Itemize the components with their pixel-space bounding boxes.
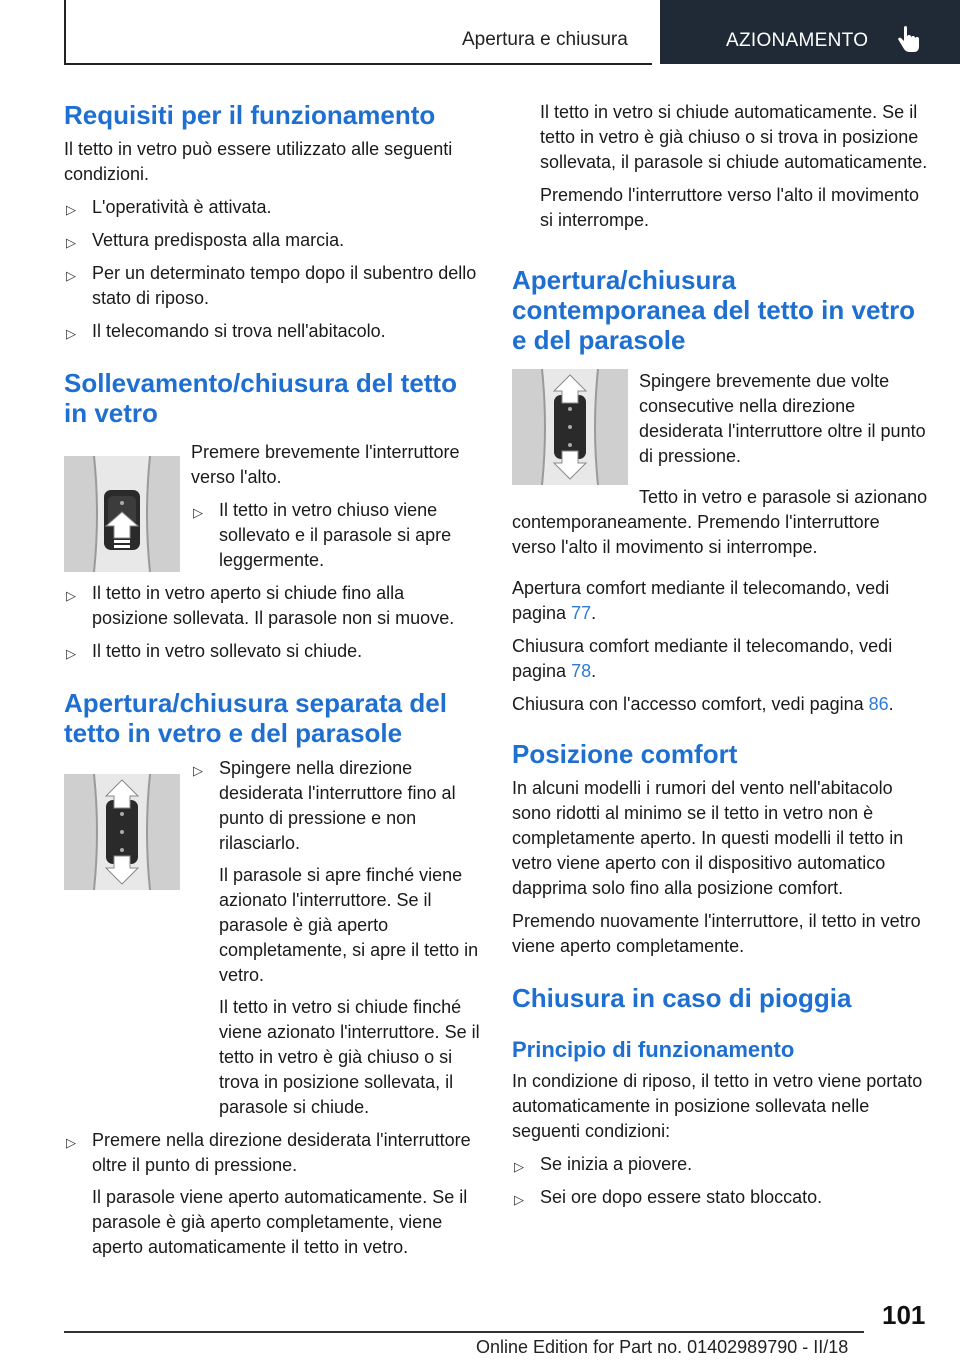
triangle-bullet-icon	[66, 321, 76, 346]
pioggia-list	[512, 1152, 928, 1210]
continued-p1: Il tetto in vetro si chiude automaticamente. Se il tetto in vetro è già chiuso o si trova in posizione sollevata, il parasole si chiude automaticamente.	[540, 102, 928, 172]
sollevamento-intro: Premere brevemente l'interruttore verso l'alto.	[191, 442, 460, 487]
subheading-principio: Principio di funzionamento	[512, 1037, 795, 1062]
footer-rule	[64, 1331, 864, 1333]
footer-edition: Online Edition for Part no. 01402989790 - II/18	[476, 1337, 849, 1357]
sollevamento-list	[64, 581, 480, 664]
list-item: ▷ Spingere nella direzione desiderata l'interruttore fino al punto di pressione e non rilasciarlo. Il parasole si apre finché viene azionato l'interruttore. Se il parasole è già aperto completamente, si apre il tetto in vetro. Il tetto in vetro si chiude finché viene azionato l'interruttore. Se il tetto in vetro è già chiuso o si trova in posizione sollevata, il parasole si chiude.	[191, 756, 480, 1120]
requisiti-list	[64, 195, 480, 344]
continued-bullet-text	[512, 100, 928, 233]
comfort-p2: Premendo nuovamente l'interruttore, il tetto in vetro viene aperto completamente.	[512, 911, 921, 956]
right-column	[512, 100, 928, 1210]
triangle-bullet-icon	[66, 641, 76, 666]
page-link-86[interactable]: 86	[868, 694, 889, 714]
ref-chiusura-comfort: Chiusura comfort mediante il telecomando, vedi pagina 78.	[512, 636, 893, 681]
ref-accesso-comfort: Chiusura con l'accesso comfort, vedi pagina 86.	[512, 694, 894, 714]
heading-contemporanea: Apertura/chiusura contemporanea del tetto in vetro e del parasole	[512, 265, 916, 355]
requisiti-intro: Il tetto in vetro può essere utilizzato alle seguenti condizioni.	[64, 139, 453, 184]
list-item: ▷ Il telecomando si trova nell'abitacolo.	[64, 319, 480, 344]
list-item: ▷ Il tetto in vetro aperto si chiude fino alla posizione sollevata. Il parasole non si muove.	[64, 581, 480, 631]
list-item: ▷ Il tetto in vetro chiuso viene sollevato e il parasole si apre leggermente.	[191, 498, 480, 573]
ref-apertura-comfort: Apertura comfort mediante il telecomando, vedi pagina 77.	[512, 578, 890, 623]
triangle-bullet-icon	[66, 1130, 76, 1155]
heading-separata: Apertura/chiusura separata del tetto in vetro e del parasole	[64, 688, 447, 748]
separata-figure-row	[64, 756, 480, 1120]
triangle-bullet-icon	[66, 197, 76, 222]
triangle-bullet-icon	[193, 758, 203, 783]
heading-comfort: Posizione comfort	[512, 739, 738, 769]
contemporanea-text	[639, 369, 928, 485]
switch-double-figure	[512, 369, 628, 485]
list-item: ▷ Per un determinato tempo dopo il subentro dello stato di riposo.	[64, 261, 480, 311]
separata-sub-list	[191, 756, 480, 1120]
list-item: ▷ Sei ore dopo essere stato bloccato.	[512, 1185, 928, 1210]
triangle-bullet-icon	[514, 1187, 524, 1212]
triangle-bullet-icon	[514, 1154, 524, 1179]
list-item: ▷ Se inizia a piovere.	[512, 1152, 928, 1177]
triangle-bullet-icon	[66, 230, 76, 255]
header-rule-horizontal	[64, 63, 652, 65]
header-rule-vertical	[64, 0, 66, 64]
heading-pioggia: Chiusura in caso di pioggia	[512, 983, 852, 1013]
header-chapter-label: AZIONAMENTO	[726, 30, 869, 51]
triangle-bullet-icon	[193, 500, 203, 525]
heading-sollevamento: Sollevamento/chiusura del tetto in vetro	[64, 368, 457, 428]
header-section-title: Apertura e chiusura	[462, 29, 628, 50]
list-item: ▷ Premere nella direzione desiderata l'interruttore oltre il punto di pressione. Il parasole viene aperto automaticamente. Se il parasole è già aperto completamente, viene aperto automaticamente il tetto in vetro.	[64, 1128, 480, 1260]
switch-up-down-figure	[64, 774, 180, 890]
left-column	[64, 100, 480, 1260]
triangle-bullet-icon	[66, 263, 76, 288]
hand-pointing-icon	[896, 26, 922, 54]
sollevamento-sub-list	[191, 498, 480, 573]
pioggia-p1: In condizione di riposo, il tetto in vetro viene portato automaticamente in posizione sollevata nelle seguenti condizioni:	[512, 1071, 923, 1141]
page-link-78[interactable]: 78	[571, 661, 592, 681]
heading-requisiti: Requisiti per il funzionamento	[64, 100, 436, 130]
list-item: ▷ Vettura predisposta alla marcia.	[64, 228, 480, 253]
separata-text	[191, 756, 480, 1120]
separata-list	[64, 1128, 480, 1260]
contemporanea-figure-row	[512, 369, 928, 485]
sollevamento-figure-row	[64, 440, 480, 573]
page-number: 101	[882, 1300, 926, 1330]
comfort-p1: In alcuni modelli i rumori del vento nell'abitacolo sono ridotti al minimo se il tetto in vetro non è completamente aperto. In questi modelli il tetto in vetro viene aperto con il dispositivo automatico dapprima solo fino alla posizione comfort.	[512, 778, 904, 898]
triangle-bullet-icon	[66, 583, 76, 608]
contemporanea-p2: Tetto in vetro e parasole si azionano contemporaneamente. Premendo l'interruttore verso l'alto il movimento si interrompe.	[512, 487, 928, 557]
header-chapter-tab[interactable]	[660, 0, 960, 64]
list-item: ▷ L'operatività è attivata.	[64, 195, 480, 220]
list-item: ▷ Il tetto in vetro sollevato si chiude.	[64, 639, 480, 664]
contemporanea-p1: Spingere brevemente due volte consecutive nella direzione desiderata l'interruttore oltre il punto di pressione.	[639, 371, 926, 466]
sollevamento-text	[191, 440, 480, 573]
switch-up-figure	[64, 456, 180, 572]
page-link-77[interactable]: 77	[571, 603, 592, 623]
continued-p2: Premendo l'interruttore verso l'alto il movimento si interrompe.	[540, 185, 920, 230]
